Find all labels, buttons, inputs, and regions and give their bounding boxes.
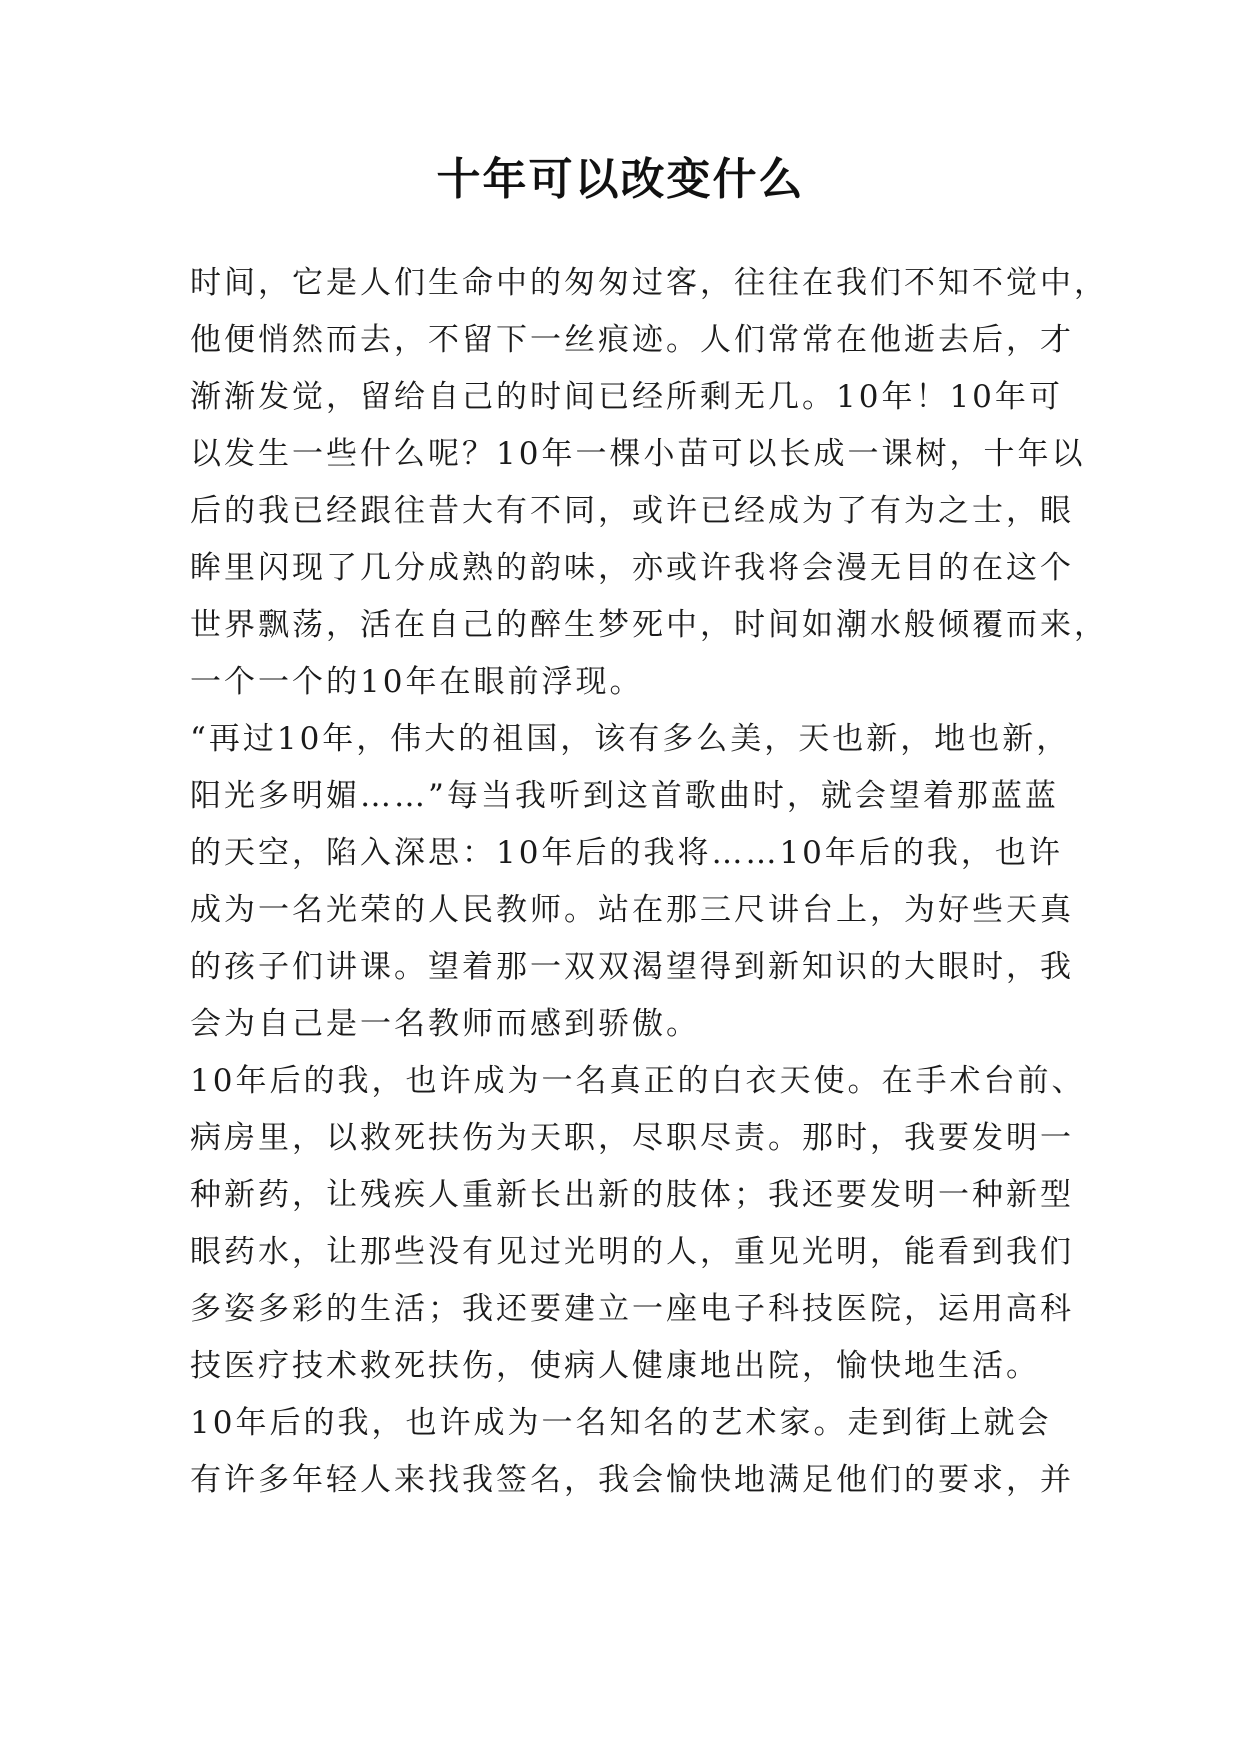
text-line: 技医疗技术救死扶伤，使病人健康地出院，愉快地生活。 bbox=[190, 1348, 1040, 1384]
text-line: 多姿多彩的生活；我还要建立一座电子科技医院，运用高科 bbox=[190, 1291, 1074, 1327]
text-line: 眼药水，让那些没有见过光明的人，重见光明，能看到我们 bbox=[190, 1234, 1074, 1270]
text-line: 种新药，让残疾人重新长出新的肢体；我还要发明一种新型 bbox=[190, 1177, 1074, 1213]
document-title: 十年可以改变什么 bbox=[436, 154, 805, 205]
text-line: 会为自己是一名教师而感到骄傲。 bbox=[190, 1006, 700, 1042]
text-line: 渐渐发觉，留给自己的时间已经所剩无几。10年！10年可 bbox=[190, 379, 1063, 415]
text-line: 病房里，以救死扶伤为天职，尽职尽责。那时，我要发明一 bbox=[190, 1120, 1074, 1156]
text-line: 他便悄然而去，不留下一丝痕迹。人们常常在他逝去后，才 bbox=[190, 322, 1074, 358]
text-line: 阳光多明媚……”每当我听到这首歌曲时，就会望着那蓝蓝 bbox=[190, 778, 1059, 814]
text-line: 10年后的我，也许成为一名知名的艺术家。走到街上就会 bbox=[190, 1405, 1052, 1441]
text-line: 的孩子们讲课。望着那一双双渴望得到新知识的大眼时，我 bbox=[190, 949, 1074, 985]
text-line: 有许多年轻人来找我签名，我会愉快地满足他们的要求，并 bbox=[190, 1462, 1074, 1498]
text-line: 世界飘荡，活在自己的醉生梦死中，时间如潮水般倾覆而来， bbox=[190, 607, 1108, 643]
text-line: 10年后的我，也许成为一名真正的白衣天使。在手术台前、 bbox=[190, 1063, 1086, 1099]
text-line: “再过10年，伟大的祖国，该有多么美，天也新，地也新， bbox=[190, 721, 1071, 757]
document-body bbox=[190, 255, 1108, 1509]
text-line: 成为一名光荣的人民教师。站在那三尺讲台上，为好些天真 bbox=[190, 892, 1074, 928]
text-line: 眸里闪现了几分成熟的韵味，亦或许我将会漫无目的在这个 bbox=[190, 550, 1074, 586]
text-line: 的天空，陷入深思：10年后的我将……10年后的我，也许 bbox=[190, 835, 1063, 871]
text-line: 后的我已经跟往昔大有不同，或许已经成为了有为之士，眼 bbox=[190, 493, 1074, 529]
text-line: 一个一个的10年在眼前浮现。 bbox=[190, 664, 644, 700]
text-line: 以发生一些什么呢？10年一棵小苗可以长成一课树，十年以 bbox=[190, 436, 1086, 472]
text-line: 时间，它是人们生命中的匆匆过客，往往在我们不知不觉中， bbox=[190, 265, 1108, 301]
